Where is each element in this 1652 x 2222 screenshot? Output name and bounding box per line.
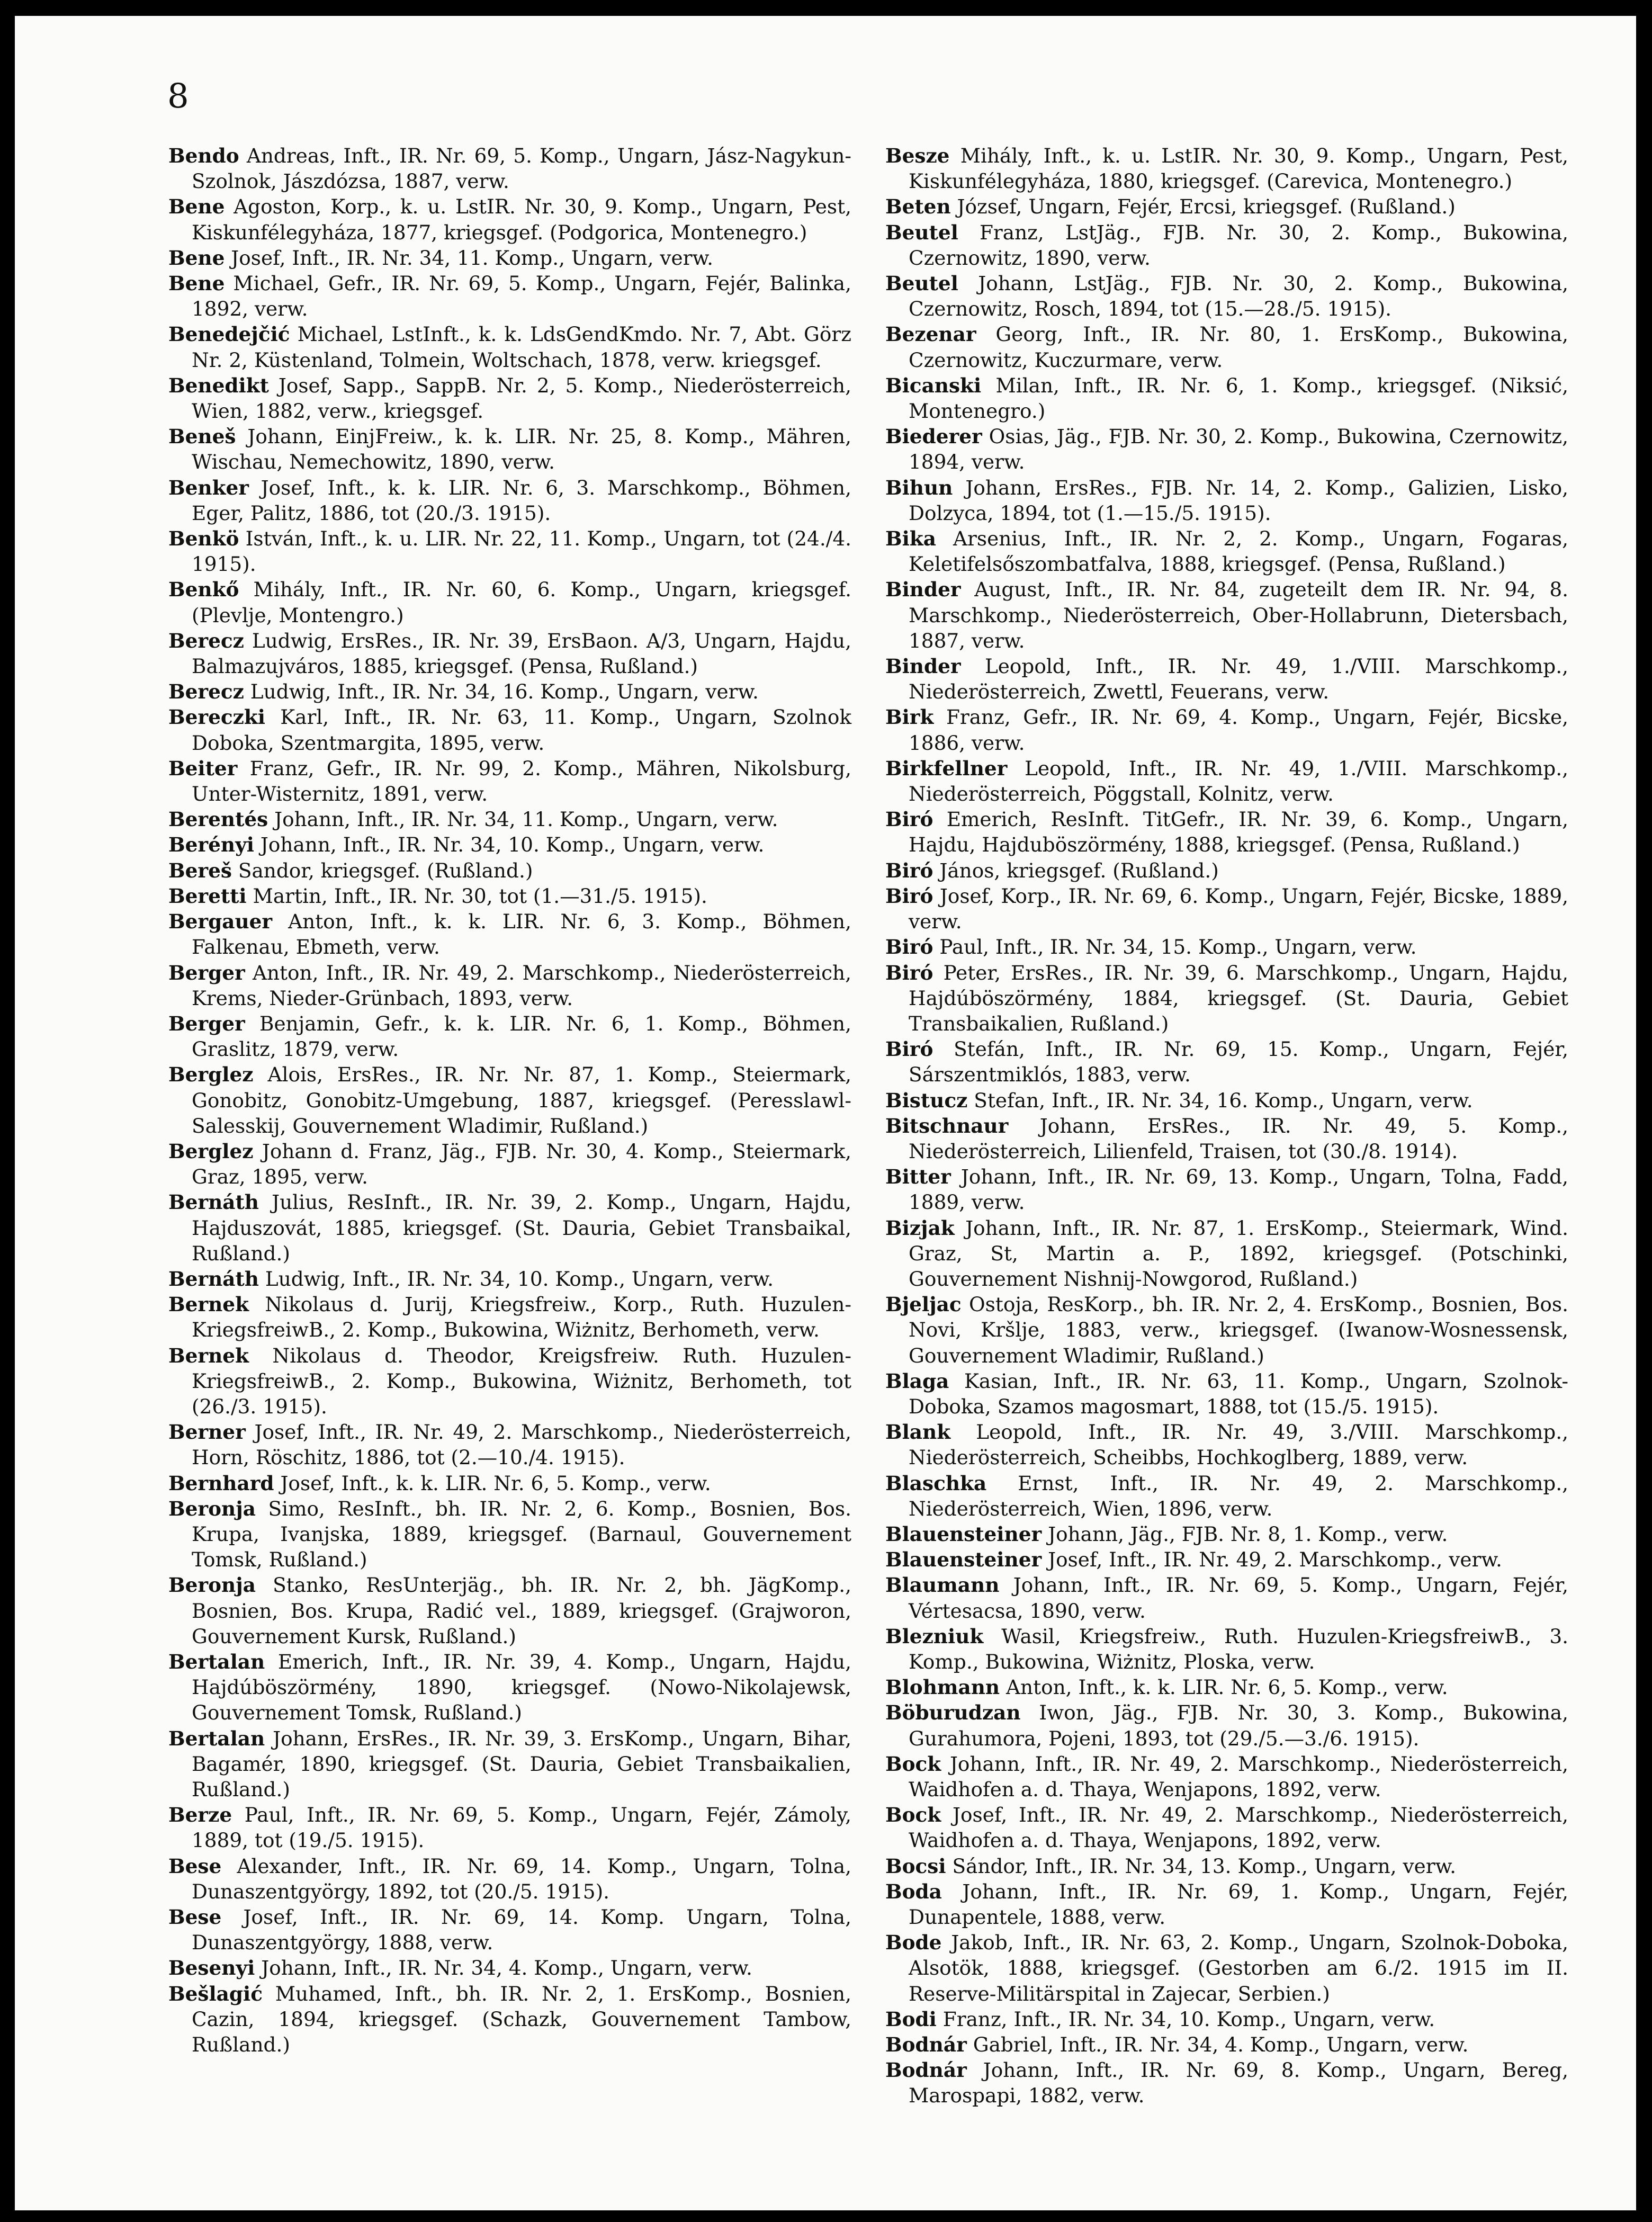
casualty-entry <box>885 807 1568 857</box>
entry-surname: Bereczki <box>168 705 265 729</box>
entry-surname: Blaga <box>885 1369 949 1393</box>
entry-details: Ernst, Inft., IR. Nr. 49, 2. Marschkomp., Niederösterreich, Wien, 1896, verw. <box>909 1471 1569 1520</box>
entry-surname: Biró <box>885 935 933 959</box>
entry-details: Osias, Jäg., FJB. Nr. 30, 2. Komp., Bukowina, Czernowitz, 1894, verw. <box>909 425 1568 474</box>
entry-surname: Berner <box>168 1420 246 1444</box>
casualty-entry <box>885 883 1568 934</box>
casualty-entry <box>885 1700 1568 1751</box>
entry-surname: Berger <box>168 1011 245 1035</box>
entry-surname: Bizjak <box>885 1216 955 1240</box>
entry-surname: Berényi <box>168 833 254 857</box>
entry-surname: Bernhard <box>168 1471 274 1495</box>
entry-surname: Biederer <box>885 425 982 449</box>
entry-surname: Beneš <box>168 425 236 449</box>
entry-surname: Benker <box>168 476 249 499</box>
entry-surname: Berglez <box>168 1139 254 1163</box>
entry-surname: Bertalan <box>168 1726 265 1750</box>
entry-surname: Bjeljac <box>885 1293 962 1316</box>
entry-surname: Bodi <box>885 2007 937 2031</box>
casualty-entry <box>885 1292 1568 1368</box>
entry-details: Anton, Inft., k. k. LIR. Nr. 6, 3. Komp., Böhmen, Falkenau, Ebmeth, verw. <box>192 910 852 959</box>
casualty-entry <box>885 1751 1568 1802</box>
entry-details: Arsenius, Inft., IR. Nr. 2, 2. Komp., Ungarn, Fogaras, Keletifelsőszombatfalva, 1888, kriegsgef. (Pensa, Rußland.) <box>909 527 1568 576</box>
entry-details: Leopold, Inft., IR. Nr. 49, 3./VIII. Marschkomp., Niederösterreich, Scheibbs, Hochkoglberg, 1889, verw. <box>909 1420 1569 1470</box>
entry-details: Stanko, ResUnterjäg., bh. IR. Nr. 2, bh. JägKomp., Bosnien, Bos. Krupa, Radić vel., 1889, kriegsgef. (Grajworon, Gouvernement Kursk, Rußland.) <box>192 1573 851 1648</box>
entry-details: Agoston, Korp., k. u. LstIR. Nr. 30, 9. Komp., Ungarn, Pest, Kiskunfélegyháza, 1877, kriegsgef. (Podgorica, Montenegro.) <box>192 195 851 244</box>
entry-details: Johann d. Franz, Jäg., FJB. Nr. 30, 4. Komp., Steiermark, Graz, 1895, verw. <box>192 1139 851 1189</box>
entry-surname: Benedikt <box>168 373 269 397</box>
entry-surname: Berze <box>168 1803 232 1827</box>
entry-details: Josef, Inft., IR. Nr. 69, 14. Komp. Ungarn, Tolna, Dunaszentgyörgy, 1888, verw. <box>192 1905 851 1955</box>
entry-surname: Berentés <box>168 808 268 831</box>
entry-details: Johann, EinjFreiw., k. k. LIR. Nr. 25, 8. Komp., Mähren, Wischau, Nemechowitz, 1890, verw. <box>192 425 851 474</box>
entry-surname: Bernáth <box>168 1267 259 1291</box>
scan-border-right <box>1636 0 1652 2222</box>
casualty-entry <box>885 526 1568 577</box>
entry-details: Johann, LstJäg., FJB. Nr. 30, 2. Komp., Bukowina, Czernowitz, Rosch, 1894, tot (15.—28./5. 1915). <box>909 272 1568 321</box>
entry-surname: Blank <box>885 1420 951 1444</box>
entry-surname: Bock <box>885 1752 941 1776</box>
entry-details: János, kriegsgef. (Rußland.) <box>939 858 1219 882</box>
entry-surname: Berger <box>168 961 245 984</box>
casualty-entry <box>168 1904 851 1955</box>
entry-details: Alois, ErsRes., IR. Nr. Nr. 87, 1. Komp., Steiermark, Gonobitz, Gonobitz-Umgebung, 1887, kriegsgef. (Peresslawl-Salesskij, Gouvernement Wladimir, Rußland.) <box>192 1063 851 1137</box>
entry-surname: Bereš <box>168 858 232 882</box>
entry-details: István, Inft., k. u. LIR. Nr. 22, 11. Komp., Ungarn, tot (24./4. 1915). <box>192 527 851 576</box>
casualty-entry <box>168 704 851 755</box>
entry-details: Josef, Korp., IR. Nr. 69, 6. Komp., Ungarn, Fejér, Bicske, 1889, verw. <box>909 884 1568 934</box>
entry-details: Josef, Inft., IR. Nr. 49, 2. Marschkomp., Niederösterreich, Horn, Röschitz, 1886, tot (2.—10./4. 1915). <box>192 1420 852 1470</box>
casualty-entry <box>885 1572 1568 1623</box>
casualty-entry <box>168 756 851 807</box>
entry-details: Stefan, Inft., IR. Nr. 34, 16. Komp., Ungarn, verw. <box>974 1088 1473 1112</box>
entry-surname: Bicanski <box>885 373 982 397</box>
entry-details: Gabriel, Inft., IR. Nr. 34, 4. Komp., Ungarn, verw. <box>973 2033 1469 2057</box>
entry-details: Johann, Inft., IR. Nr. 69, 1. Komp., Ungarn, Fejér, Dunapentele, 1888, verw. <box>909 1879 1569 1929</box>
casualty-entry <box>168 1189 851 1266</box>
entry-surname: Blaschka <box>885 1471 987 1495</box>
casualty-entry <box>168 858 851 883</box>
entry-details: Anton, Inft., k. k. LIR. Nr. 6, 5. Komp., verw. <box>1005 1676 1448 1699</box>
entry-surname: Beten <box>885 195 951 219</box>
entry-surname: Bergauer <box>168 910 273 934</box>
entry-surname: Beutel <box>885 220 958 244</box>
entry-details: Leopold, Inft., IR. Nr. 49, 1./VIII. Marschkomp., Niederösterreich, Pöggstall, Kolnitz, verw. <box>909 756 1568 806</box>
entry-details: Ludwig, ErsRes., IR. Nr. 39, ErsBaon. A/3, Ungarn, Hajdu, Balmazujváros, 1885, kriegsgef. (Pensa, Rußland.) <box>192 629 851 678</box>
entry-details: Johann, Inft., IR. Nr. 34, 4. Komp., Ungarn, verw. <box>261 1956 752 1980</box>
casualty-entry <box>168 679 851 704</box>
casualty-entry <box>168 883 851 909</box>
casualty-entry <box>168 373 851 424</box>
casualty-entry <box>168 1726 851 1803</box>
casualty-entry <box>168 475 851 526</box>
casualty-entry <box>168 1572 851 1649</box>
casualty-entry <box>885 2057 1568 2108</box>
casualty-entry <box>885 475 1568 526</box>
casualty-entry <box>885 1521 1568 1547</box>
casualty-entry <box>168 1011 851 1062</box>
entry-details: Franz, Gefr., IR. Nr. 69, 4. Komp., Ungarn, Fejér, Bicske, 1886, verw. <box>909 705 1568 755</box>
entry-details: Johann, ErsRes., IR. Nr. 49, 5. Komp., Niederösterreich, Lilienfeld, Traisen, tot (30./8. 1914). <box>909 1114 1568 1163</box>
casualty-entry <box>885 373 1568 424</box>
entry-surname: Bika <box>885 527 936 551</box>
entry-details: Johann, ErsRes., FJB. Nr. 14, 2. Komp., Galizien, Lisko, Dolzyca, 1894, tot (1.—15./5. 1915). <box>909 476 1568 525</box>
casualty-entry <box>168 628 851 679</box>
entry-details: Paul, Inft., IR. Nr. 34, 15. Komp., Ungarn, verw. <box>939 935 1417 959</box>
casualty-entry <box>168 424 851 474</box>
casualty-entry <box>168 271 851 321</box>
casualty-entry <box>168 526 851 577</box>
entry-details: Alexander, Inft., IR. Nr. 69, 14. Komp., Ungarn, Tolna, Dunaszentgyörgy, 1892, tot (20./5. 1915). <box>192 1854 851 1903</box>
entry-surname: Bitter <box>885 1165 951 1189</box>
scan-border-top <box>0 0 1652 16</box>
entry-surname: Bistucz <box>885 1088 968 1112</box>
casualty-entry <box>885 143 1568 194</box>
entry-surname: Birkfellner <box>885 756 1008 780</box>
entry-details: Ostoja, ResKorp., bh. IR. Nr. 2, 4. ErsKomp., Bosnien, Bos. Novi, Kršlje, 1883, verw., kriegsgef. (Iwanow-Wosnessensk, Gouvernement Wladimir, Rußland.) <box>909 1293 1568 1367</box>
entry-surname: Bese <box>168 1854 222 1878</box>
entry-surname: Beronja <box>168 1573 256 1597</box>
entry-surname: Blezniuk <box>885 1624 984 1648</box>
entry-surname: Bešlagić <box>168 1982 263 2005</box>
entry-surname: Bezenar <box>885 322 976 346</box>
casualty-entry <box>885 1624 1568 1674</box>
casualty-entry <box>168 1139 851 1189</box>
entry-details: Josef, Inft., IR. Nr. 34, 11. Komp., Ungarn, verw. <box>231 246 713 270</box>
entry-surname: Beutel <box>885 272 958 295</box>
right-column <box>885 143 1568 2109</box>
scan-border-bottom <box>0 2210 1652 2222</box>
casualty-entry <box>168 1955 851 1981</box>
casualty-entry <box>168 1496 851 1573</box>
entry-details: Josef, Inft., IR. Nr. 49, 2. Marschkomp., Niederösterreich, Waidhofen a. d. Thaya, Wenjapons, 1892, verw. <box>909 1803 1568 1852</box>
entry-details: József, Ungarn, Fejér, Ercsi, kriegsgef. (Rußland.) <box>957 195 1456 219</box>
casualty-entry <box>168 1981 851 2058</box>
casualty-entry <box>885 1853 1568 1879</box>
casualty-entry <box>885 1036 1568 1087</box>
entry-surname: Biró <box>885 1037 933 1061</box>
casualty-entry <box>168 1343 851 1420</box>
casualty-entry <box>168 194 851 245</box>
entry-details: Georg, Inft., IR. Nr. 80, 1. ErsKomp., Bukowina, Czernowitz, Kuczurmare, verw. <box>909 322 1568 372</box>
casualty-entry <box>168 321 851 372</box>
left-column <box>168 143 851 2057</box>
casualty-entry <box>885 1802 1568 1853</box>
entry-surname: Bode <box>885 1931 942 1955</box>
entry-surname: Bernek <box>168 1293 249 1316</box>
entry-details: Andreas, Inft., IR. Nr. 69, 5. Komp., Ungarn, Jász-Nagykun-Szolnok, Jászdózsa, 1887, verw. <box>192 144 851 193</box>
casualty-entry <box>885 220 1568 271</box>
entry-details: Wasil, Kriegsfreiw., Ruth. Huzulen-KriegsfreiwB., 3. Komp., Bukowina, Wiżnitz, Ploska, verw. <box>909 1624 1568 1673</box>
entry-surname: Biró <box>885 858 933 882</box>
entry-surname: Biró <box>885 884 933 908</box>
entry-surname: Besenyi <box>168 1956 255 1980</box>
entry-details: Emerich, ResInft. TitGefr., IR. Nr. 39, 6. Komp., Ungarn, Hajdu, Hajduböszörmény, 1888, kriegsgef. (Pensa, Rußland.) <box>909 808 1569 857</box>
scan-border-left <box>0 0 15 2222</box>
casualty-entry <box>885 858 1568 883</box>
casualty-entry <box>885 1547 1568 1572</box>
casualty-entry <box>885 704 1568 755</box>
entry-surname: Benkö <box>168 527 239 551</box>
casualty-entry <box>168 1292 851 1342</box>
entry-surname: Bene <box>168 195 225 219</box>
entry-details: Franz, Inft., IR. Nr. 34, 10. Komp., Ungarn, verw. <box>942 2007 1435 2031</box>
entry-surname: Bocsi <box>885 1854 946 1878</box>
entry-details: Josef, Sapp., SappB. Nr. 2, 5. Komp., Niederösterreich, Wien, 1882, verw., kriegsgef. <box>192 373 851 423</box>
casualty-entry <box>168 1471 851 1496</box>
casualty-entry <box>168 1419 851 1470</box>
entry-surname: Bodnár <box>885 2033 967 2057</box>
entry-details: Karl, Inft., IR. Nr. 63, 11. Komp., Ungarn, Szolnok Doboka, Szentmargita, 1895, verw. <box>192 705 851 755</box>
casualty-entry <box>885 2006 1568 2032</box>
casualty-entry <box>885 1879 1568 1930</box>
entry-details: Nikolaus d. Theodor, Kreigsfreiw. Ruth. Huzulen-KriegsfreiwB., 2. Komp., Bukowina, Wiżnitz, Berhometh, tot (26./3. 1915). <box>192 1343 851 1418</box>
casualty-entry <box>885 1674 1568 1700</box>
casualty-entry <box>885 1471 1568 1521</box>
casualty-entry <box>885 1088 1568 1113</box>
entry-details: Peter, ErsRes., IR. Nr. 39, 6. Marschkomp., Ungarn, Hajdu, Hajdúböszörmény, 1884, kriegsgef. (St. Dauria, Gebiet Transbaikalien, Rußland.) <box>909 961 1568 1035</box>
entry-surname: Birk <box>885 705 934 729</box>
entry-details: Mihály, Inft., k. u. LstIR. Nr. 30, 9. Komp., Ungarn, Pest, Kiskunfélegyháza, 1880, kriegsgef. (Carevica, Montenegro.) <box>909 144 1569 193</box>
entry-surname: Binder <box>885 578 961 602</box>
casualty-entry <box>885 321 1568 372</box>
entry-surname: Beretti <box>168 884 247 908</box>
entry-surname: Blauensteiner <box>885 1522 1042 1546</box>
entry-surname: Blauensteiner <box>885 1548 1042 1572</box>
casualty-entry <box>168 1649 851 1726</box>
entry-surname: Blaumann <box>885 1573 1000 1597</box>
entry-surname: Bese <box>168 1905 222 1929</box>
entry-surname: Benedejčić <box>168 322 290 346</box>
casualty-entry <box>168 577 851 628</box>
casualty-entry <box>168 1062 851 1139</box>
entry-details: Johann, Inft., IR. Nr. 69, 8. Komp., Ungarn, Bereg, Marospapi, 1882, verw. <box>909 2058 1568 2108</box>
entry-details: Josef, Inft., k. k. LIR. Nr. 6, 5. Komp., verw. <box>280 1471 711 1495</box>
entry-details: Michael, LstInft., k. k. LdsGendKmdo. Nr. 7, Abt. Görz Nr. 2, Küstenland, Tolmein, Woltschach, 1878, verw. kriegsgef. <box>192 322 851 372</box>
entry-details: Franz, LstJäg., FJB. Nr. 30, 2. Komp., Bukowina, Czernowitz, 1890, verw. <box>909 220 1568 270</box>
casualty-entry <box>885 424 1568 474</box>
casualty-entry <box>885 960 1568 1037</box>
entry-details: Michael, Gefr., IR. Nr. 69, 5. Komp., Ungarn, Fejér, Balinka, 1892, verw. <box>192 272 851 321</box>
entry-details: August, Inft., IR. Nr. 84, zugeteilt dem IR. Nr. 94, 8. Marschkomp., Niederösterreich, Ober-Hollabrunn, Dietersbach, 1887, verw. <box>909 578 1569 652</box>
entry-details: Iwon, Jäg., FJB. Nr. 30, 3. Komp., Bukowina, Gurahumora, Pojeni, 1893, tot (29./5.—3./6. 1915). <box>909 1701 1568 1750</box>
entry-surname: Blohmann <box>885 1676 1000 1699</box>
casualty-entry <box>885 653 1568 704</box>
entry-surname: Böburudzan <box>885 1701 1021 1725</box>
entry-details: Nikolaus d. Jurij, Kriegsfreiw., Korp., Ruth. Huzulen-KriegsfreiwB., 2. Komp., Bukowina, Wiżnitz, Berhometh, verw. <box>192 1293 852 1342</box>
casualty-entry <box>168 1802 851 1853</box>
casualty-entry <box>885 1930 1568 2006</box>
entry-details: Milan, Inft., IR. Nr. 6, 1. Komp., kriegsgef. (Niksić, Montenegro.) <box>909 373 1568 423</box>
entry-details: Leopold, Inft., IR. Nr. 49, 1./VIII. Marschkomp., Niederösterreich, Zwettl, Feuerans, verw. <box>909 655 1569 704</box>
casualty-entry <box>885 756 1568 807</box>
entry-surname: Besze <box>885 144 950 167</box>
casualty-entry <box>885 271 1568 321</box>
entry-surname: Beronja <box>168 1497 256 1520</box>
casualty-entry <box>885 1419 1568 1470</box>
entry-details: Kasian, Inft., IR. Nr. 63, 11. Komp., Ungarn, Szolnok-Doboka, Szamos magosmart, 1888, tot (15./5. 1915). <box>909 1369 1569 1418</box>
casualty-entry <box>168 1266 851 1292</box>
entry-details: Jakob, Inft., IR. Nr. 63, 2. Komp., Ungarn, Szolnok-Doboka, Alsotök, 1888, kriegsgef. (Gestorben am 6./2. 1915 im II. Reserve-Militärspital in Zajecar, Serbien.) <box>909 1931 1568 2005</box>
entry-surname: Bernáth <box>168 1190 259 1214</box>
casualty-entry <box>885 1113 1568 1164</box>
entry-surname: Boda <box>885 1879 942 1903</box>
entry-surname: Berglez <box>168 1063 254 1087</box>
casualty-entry <box>168 832 851 857</box>
entry-details: Johann, ErsRes., IR. Nr. 39, 3. ErsKomp., Ungarn, Bihar, Bagamér, 1890, kriegsgef. (St. Dauria, Gebiet Transbaikalien, Rußland.) <box>192 1726 851 1801</box>
entry-details: Johann, Inft., IR. Nr. 34, 10. Komp., Ungarn, verw. <box>260 833 765 857</box>
entry-details: Anton, Inft., IR. Nr. 49, 2. Marschkomp., Niederösterreich, Krems, Nieder-Grünbach, 1893, verw. <box>192 961 851 1010</box>
entry-details: Ludwig, Inft., IR. Nr. 34, 10. Komp., Ungarn, verw. <box>265 1267 774 1291</box>
casualty-entry <box>885 1164 1568 1215</box>
entry-surname: Benkő <box>168 578 239 602</box>
entry-details: Josef, Inft., IR. Nr. 49, 2. Marschkomp., verw. <box>1048 1548 1502 1572</box>
entry-surname: Bodnár <box>885 2058 967 2082</box>
entry-surname: Berecz <box>168 629 244 652</box>
entry-details: Franz, Gefr., IR. Nr. 99, 2. Komp., Mähren, Nikolsburg, Unter-Wisternitz, 1891, verw. <box>192 756 851 806</box>
casualty-entry <box>885 2032 1568 2057</box>
casualty-entry <box>885 1215 1568 1292</box>
entry-details: Johann, Jäg., FJB. Nr. 8, 1. Komp., verw. <box>1048 1522 1448 1546</box>
casualty-entry <box>168 807 851 832</box>
entry-details: Muhamed, Inft., bh. IR. Nr. 2, 1. ErsKomp., Bosnien, Cazin, 1894, kriegsgef. (Schazk, Gouvernement Tambow, Rußland.) <box>192 1982 851 2057</box>
entry-details: Johann, Inft., IR. Nr. 49, 2. Marschkomp., Niederösterreich, Waidhofen a. d. Thaya, Wenjapons, 1892, verw. <box>909 1752 1568 1801</box>
entry-details: Simo, ResInft., bh. IR. Nr. 2, 6. Komp., Bosnien, Bos. Krupa, Ivanjska, 1889, kriegsgef. (Barnaul, Gouvernement Tomsk, Rußland.) <box>192 1497 852 1572</box>
entry-surname: Bene <box>168 246 225 270</box>
entry-details: Johann, Inft., IR. Nr. 69, 13. Komp., Ungarn, Tolna, Fadd, 1889, verw. <box>909 1165 1568 1214</box>
entry-details: Sandor, kriegsgef. (Rußland.) <box>238 858 533 882</box>
casualty-entry <box>168 245 851 271</box>
entry-details: Mihály, Inft., IR. Nr. 60, 6. Komp., Ungarn, kriegsgef. (Plevlje, Montengro.) <box>192 578 851 627</box>
entry-surname: Bene <box>168 272 225 295</box>
entry-surname: Bendo <box>168 144 239 167</box>
entry-surname: Bitschnaur <box>885 1114 1009 1137</box>
entry-details: Ludwig, Inft., IR. Nr. 34, 16. Komp., Ungarn, verw. <box>250 680 759 704</box>
entry-details: Stefán, Inft., IR. Nr. 69, 15. Komp., Ungarn, Fejér, Sárszentmiklós, 1883, verw. <box>909 1037 1568 1087</box>
casualty-entry <box>885 934 1568 960</box>
entry-details: Julius, ResInft., IR. Nr. 39, 2. Komp., Ungarn, Hajdu, Hajduszovát, 1885, kriegsgef. (St. Dauria, Gebiet Transbaikal, Rußland.) <box>192 1190 851 1265</box>
entry-details: Josef, Inft., k. k. LIR. Nr. 6, 3. Marschkomp., Böhmen, Eger, Palitz, 1886, tot (20./3. 1915). <box>192 476 852 525</box>
entry-surname: Bertalan <box>168 1650 265 1673</box>
entry-details: Johann, Inft., IR. Nr. 87, 1. ErsKomp., Steiermark, Wind. Graz, St, Martin a. P., 1892, kriegsgef. (Potschinki, Gouvernement Nishnij-Nowgorod, Rußland.) <box>909 1216 1568 1291</box>
entry-surname: Bock <box>885 1803 941 1827</box>
casualty-entry <box>885 194 1568 219</box>
entry-surname: Bernek <box>168 1343 249 1367</box>
entry-details: Martin, Inft., IR. Nr. 30, tot (1.—31./5. 1915). <box>253 884 707 908</box>
entry-surname: Beiter <box>168 756 238 780</box>
entry-details: Johann, Inft., IR. Nr. 34, 11. Komp., Ungarn, verw. <box>274 808 778 831</box>
page-number: 8 <box>167 77 190 116</box>
entry-details: Johann, Inft., IR. Nr. 69, 5. Komp., Ungarn, Fejér, Vértesacsa, 1890, verw. <box>909 1573 1568 1623</box>
casualty-entry <box>168 960 851 1011</box>
entry-details: Sándor, Inft., IR. Nr. 34, 13. Komp., Ungarn, verw. <box>952 1854 1457 1878</box>
entry-surname: Binder <box>885 655 961 678</box>
entry-surname: Bihun <box>885 476 953 499</box>
entry-details: Emerich, Inft., IR. Nr. 39, 4. Komp., Ungarn, Hajdu, Hajdúböszörmény, 1890, kriegsgef. (Nowo-Nikolajewsk, Gouvernement Tomsk, Rußland.) <box>192 1650 852 1725</box>
entry-details: Benjamin, Gefr., k. k. LIR. Nr. 6, 1. Komp., Böhmen, Graslitz, 1879, verw. <box>192 1011 851 1061</box>
casualty-entry <box>885 1368 1568 1419</box>
entry-details: Paul, Inft., IR. Nr. 69, 5. Komp., Ungarn, Fejér, Zámoly, 1889, tot (19./5. 1915). <box>192 1803 851 1852</box>
entry-surname: Biró <box>885 961 933 984</box>
casualty-entry <box>168 1853 851 1904</box>
entry-surname: Berecz <box>168 680 244 704</box>
casualty-entry <box>885 577 1568 653</box>
casualty-entry <box>168 143 851 194</box>
casualty-entry <box>168 909 851 960</box>
entry-surname: Biró <box>885 808 933 831</box>
